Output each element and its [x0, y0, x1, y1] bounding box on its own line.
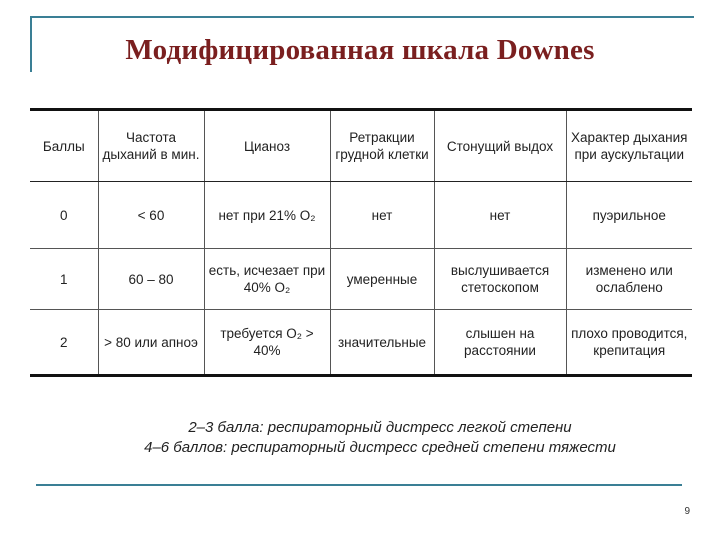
cell-auscultation: пуэрильное [566, 182, 692, 249]
cell-respiratory-rate: > 80 или апноэ [98, 310, 204, 376]
table-header-row [30, 110, 692, 182]
cell-retractions: значительные [330, 310, 434, 376]
cell-score: 1 [30, 249, 98, 310]
cell-cyanosis: требуется O₂ > 40% [204, 310, 330, 376]
header-score: Баллы [30, 110, 98, 182]
cell-respiratory-rate: 60 – 80 [98, 249, 204, 310]
cell-score: 0 [30, 182, 98, 249]
cell-grunting: выслушивается стетоскопом [434, 249, 566, 310]
cell-respiratory-rate: < 60 [98, 182, 204, 249]
downes-scale-table-container [30, 108, 692, 377]
table-row [30, 310, 692, 376]
cell-retractions: умеренные [330, 249, 434, 310]
bottom-border-line [36, 484, 682, 486]
header-respiratory-rate: Частота дыханий в мин. [98, 110, 204, 182]
page-number: 9 [684, 506, 690, 517]
note-mild: 2–3 балла: респираторный дистресс легкой степени [188, 419, 572, 436]
header-grunting: Стонущий выдох [434, 110, 566, 182]
table-row [30, 182, 692, 249]
table-row [30, 249, 692, 310]
cell-grunting: слышен на расстоянии [434, 310, 566, 376]
note-moderate: 4–6 баллов: респираторный дистресс средней степени тяжести [144, 439, 616, 456]
header-retractions: Ретракции грудной клетки [330, 110, 434, 182]
top-border-line [32, 16, 694, 18]
cell-score: 2 [59, 334, 68, 350]
cell-cyanosis: нет при 21% O₂ [204, 182, 330, 249]
downes-scale-table [30, 108, 692, 377]
cell-cyanosis: есть, исчезает при 40% O₂ [204, 249, 330, 310]
cell-auscultation: плохо проводится, крепитация [566, 310, 692, 376]
header-cyanosis: Цианоз [204, 110, 330, 182]
cell-auscultation: изменено или ослаблено [566, 249, 692, 310]
cell-retractions: нет [330, 182, 434, 249]
cell-grunting: нет [434, 182, 566, 249]
header-auscultation: Характер дыхания при аускультации [566, 110, 692, 182]
severity-notes [60, 418, 700, 458]
left-border-line [30, 16, 32, 72]
slide-title: Модифицированная шкала Downes [125, 34, 595, 66]
